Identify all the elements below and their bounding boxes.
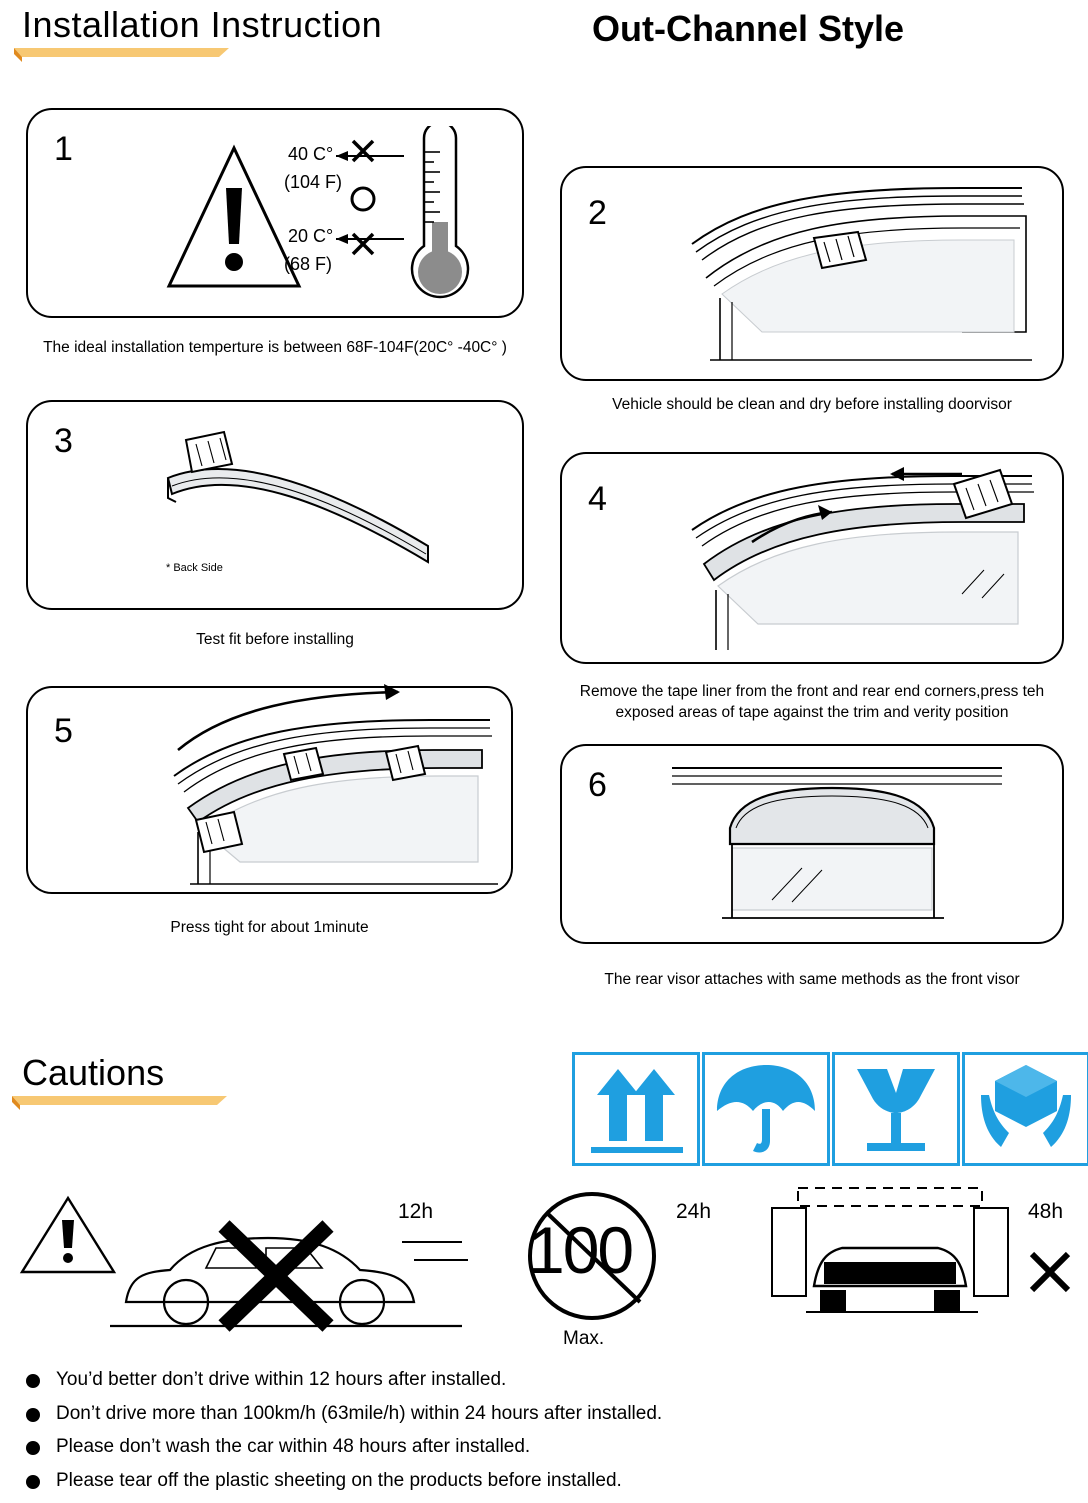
no-drive-time-label: 12h bbox=[398, 1200, 434, 1223]
step-panel-3 bbox=[26, 400, 524, 610]
step-panel-5 bbox=[26, 686, 513, 894]
cautions-title: Cautions bbox=[22, 1052, 165, 1093]
caution-text-2: Don’t drive more than 100km/h (63mile/h) within 24 hours after installed. bbox=[56, 1402, 663, 1424]
temp-low-celsius-label: 20 C° bbox=[288, 226, 334, 246]
step-panel-6 bbox=[560, 744, 1064, 944]
cautions-underline-decoration bbox=[12, 1096, 227, 1110]
cautions-bullet-list bbox=[18, 1368, 1068, 1503]
speed-limit-max-label: Max. bbox=[563, 1328, 605, 1349]
list-item bbox=[18, 1368, 1068, 1393]
step-caption-2: Vehicle should be clean and dry before installing doorvisor bbox=[612, 396, 1012, 413]
step-caption-5: Press tight for about 1minute bbox=[170, 919, 369, 936]
list-item bbox=[18, 1402, 1068, 1427]
step5-illustration-press-tight bbox=[118, 680, 518, 890]
speed-limit-number: 100 bbox=[528, 1213, 633, 1287]
step-panel-4 bbox=[560, 452, 1064, 664]
keep-dry-umbrella-icon bbox=[702, 1052, 830, 1166]
step-number-2: 2 bbox=[588, 194, 607, 232]
title-underline-decoration bbox=[14, 48, 229, 62]
step-number-6: 6 bbox=[588, 766, 607, 804]
bullet-dot-icon bbox=[26, 1441, 40, 1455]
page-title-style: Out-Channel Style bbox=[592, 8, 905, 49]
bullet-dot-icon bbox=[26, 1374, 40, 1388]
temp-high-celsius-label: 40 C° bbox=[288, 144, 334, 164]
no-car-wash-diagram bbox=[762, 1182, 1022, 1322]
handle-with-care-icon bbox=[962, 1052, 1088, 1166]
step-caption-1: The ideal installation temperture is between 68F-104F(20C° -40C° ) bbox=[43, 339, 507, 356]
header bbox=[0, 0, 1088, 70]
temp-low-fahrenheit-label: (68 F) bbox=[284, 254, 333, 274]
speed-time-label: 24h bbox=[676, 1200, 712, 1223]
back-side-label: * Back Side bbox=[166, 562, 223, 574]
step-panel-1 bbox=[26, 108, 524, 318]
step-number-1: 1 bbox=[54, 130, 73, 168]
step2-illustration-clean-window bbox=[662, 182, 1052, 367]
step-caption-4: Remove the tape liner from the front and rear end corners,press teh exposed areas of tape against the trim and verity position bbox=[579, 683, 1045, 721]
step-number-3: 3 bbox=[54, 422, 73, 460]
step-panel-2 bbox=[560, 166, 1064, 381]
caution-text-1: You’d better don’t drive within 12 hours after installed. bbox=[56, 1369, 507, 1390]
page-title-installation: Installation Instruction bbox=[22, 4, 383, 45]
no-drive-12h-diagram bbox=[10, 1180, 520, 1340]
temp-high-fahrenheit-label: (104 F) bbox=[284, 172, 343, 192]
step-number-5: 5 bbox=[54, 712, 73, 750]
step-caption-6: The rear visor attaches with same methods as the front visor bbox=[604, 971, 1020, 988]
caution-text-4: Please tear off the plastic sheeting on the products before installed. bbox=[56, 1470, 622, 1492]
no-wash-time-label: 48h bbox=[1028, 1200, 1064, 1223]
step4-illustration-remove-liner bbox=[632, 464, 1052, 660]
list-item bbox=[18, 1469, 1068, 1494]
step6-illustration-rear-visor bbox=[662, 758, 1022, 938]
this-side-up-icon bbox=[572, 1052, 700, 1166]
bullet-dot-icon bbox=[26, 1408, 40, 1422]
step-number-4: 4 bbox=[588, 480, 607, 518]
caution-text-3: Please don’t wash the car within 48 hours after installed. bbox=[56, 1436, 531, 1458]
fragile-glass-icon bbox=[832, 1052, 960, 1166]
bullet-dot-icon bbox=[26, 1475, 40, 1489]
no-wash-x-icon bbox=[1026, 1248, 1074, 1296]
list-item bbox=[18, 1435, 1068, 1460]
step-caption-3: Test fit before installing bbox=[196, 631, 354, 648]
